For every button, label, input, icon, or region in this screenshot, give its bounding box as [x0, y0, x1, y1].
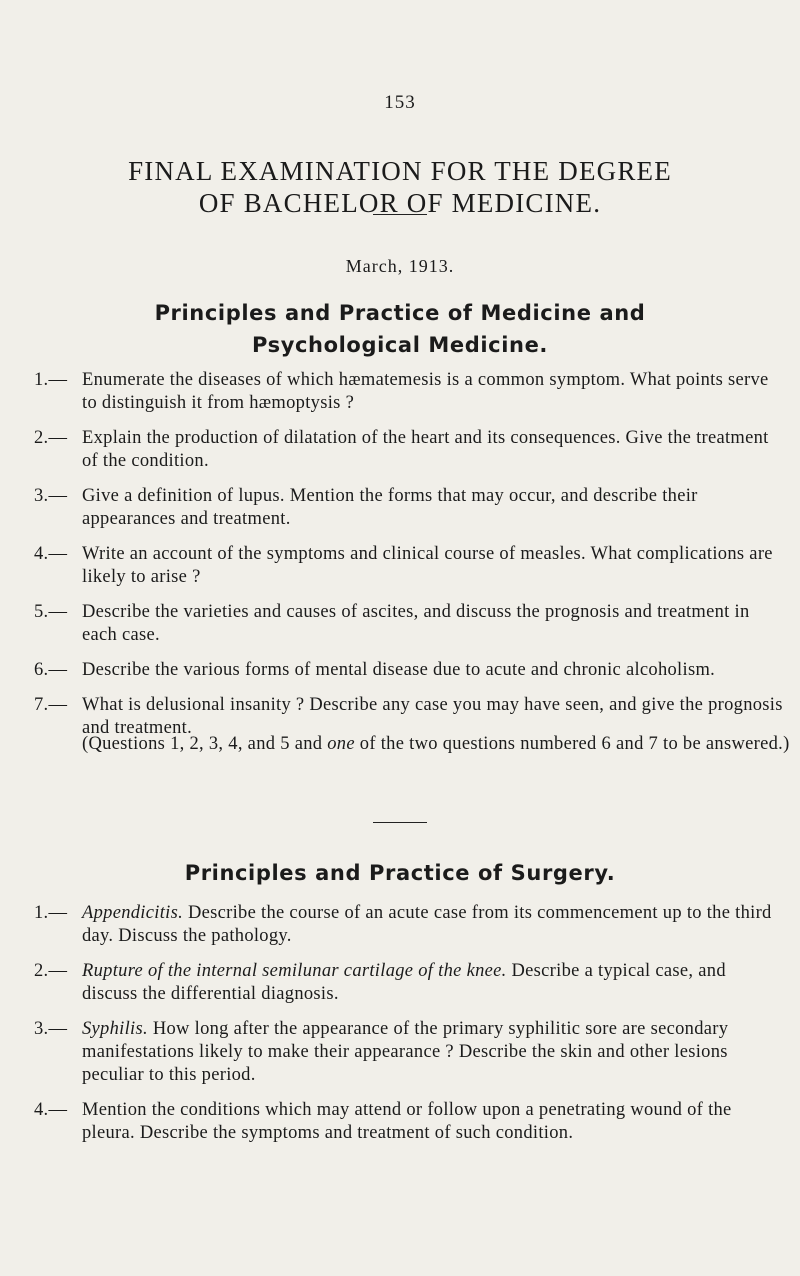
question-number: 3.—	[34, 1019, 68, 1039]
question-text: Enumerate the diseases of which hæmatemesis is a common symptom. What points serve to distinguish it from hæmoptysis ?	[82, 370, 769, 413]
medicine-question	[34, 601, 784, 647]
medicine-question	[34, 485, 784, 531]
surgery-section-title: Principles and Practice of Surgery.	[184, 861, 616, 885]
exam-title-line-2: OF BACHELOR OF MEDICINE.	[198, 188, 602, 218]
surgery-question	[34, 902, 784, 948]
question-number: 3.—	[34, 486, 68, 506]
question-number: 4.—	[34, 1100, 68, 1120]
question-text: Give a definition of lupus. Mention the forms that may occur, and describe their appearances and treatment.	[82, 486, 698, 529]
medicine-section-title	[40, 297, 760, 361]
question-text: Describe a typical case, and discuss the differential diagnosis.	[82, 961, 726, 1004]
question-text: Describe the varieties and causes of ascites, and discuss the prognosis and treatment in each case.	[82, 602, 750, 645]
question-topic: Appendicitis.	[82, 903, 184, 923]
question-text: Explain the production of dilatation of the heart and its consequences. Give the treatment of the condition.	[82, 428, 769, 471]
surgery-question	[34, 1099, 784, 1145]
question-text: Describe the course of an acute case from its commencement up to the third day. Discuss the pathology.	[82, 903, 772, 946]
medicine-questions	[34, 369, 784, 752]
question-text: How long after the appearance of the primary syphilitic sore are secondary manifestations likely to make their appearance ? Describe the skin and other lesions peculiar to this period.	[82, 1019, 729, 1085]
medicine-title-line-2: Psychological Medicine.	[251, 333, 548, 357]
medicine-question	[34, 543, 784, 589]
question-number: 1.—	[34, 903, 68, 923]
question-text: Describe the various forms of mental disease due to acute and chronic alcoholism.	[82, 660, 716, 680]
question-text: What is delusional insanity ? Describe any case you may have seen, and give the prognosis and treatment.	[82, 695, 783, 738]
exam-title-line-1: FINAL EXAMINATION FOR THE DEGREE	[128, 156, 672, 186]
exam-date: March, 1913.	[345, 256, 455, 276]
question-text: Mention the conditions which may attend or follow upon a penetrating wound of the pleura. Describe the symptoms and treatment of such condition.	[82, 1100, 732, 1143]
medicine-title-line-1: Principles and Practice of Medicine and	[154, 301, 646, 325]
medicine-question	[34, 369, 784, 415]
question-number: 2.—	[34, 428, 68, 448]
surgery-questions	[34, 902, 784, 1157]
divider-rule	[373, 214, 427, 215]
divider-rule	[373, 822, 427, 823]
medicine-question	[34, 659, 784, 682]
question-number: 1.—	[34, 370, 68, 390]
question-text: Write an account of the symptoms and clinical course of measles. What complications are likely to arise ?	[82, 544, 773, 587]
question-topic: Rupture of the internal semilunar cartilage of the knee.	[82, 961, 507, 981]
question-topic: Syphilis.	[82, 1019, 148, 1039]
question-number: 2.—	[34, 961, 68, 981]
note-text-end: of the two questions numbered 6 and 7 to be answered.)	[354, 734, 790, 754]
surgery-question	[34, 1018, 784, 1087]
note-text-start: (Questions 1, 2, 3, 4, and 5 and	[82, 734, 328, 754]
note-emphasis: one	[327, 734, 355, 754]
surgery-question	[34, 960, 784, 1006]
question-number: 6.—	[34, 660, 68, 680]
question-number: 5.—	[34, 602, 68, 622]
medicine-question	[34, 427, 784, 473]
exam-title	[40, 155, 760, 219]
question-number: 7.—	[34, 695, 68, 715]
page-number: 153	[384, 92, 416, 113]
question-number: 4.—	[34, 544, 68, 564]
answer-instructions	[82, 733, 800, 756]
